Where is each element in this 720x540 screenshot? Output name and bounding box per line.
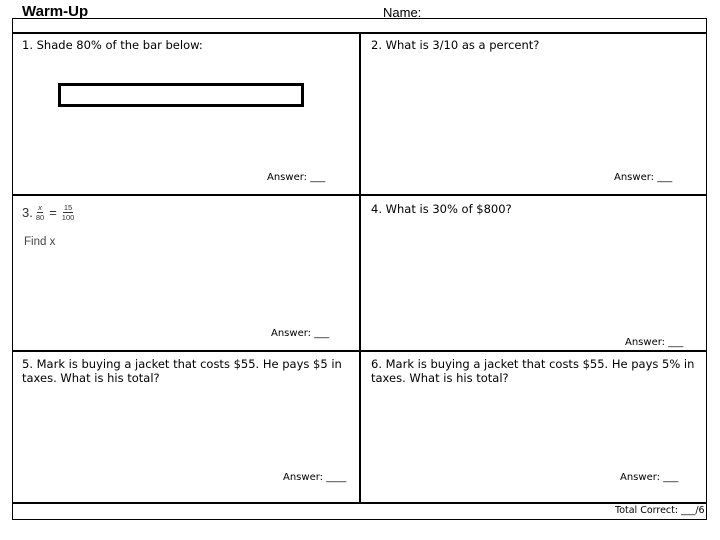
proportion-equation xyxy=(22,198,74,226)
right-numerator: 15 xyxy=(63,202,73,212)
shade-bar[interactable] xyxy=(58,83,304,107)
question-1-text: 1. Shade 80% of the bar below: xyxy=(22,38,203,52)
question-5-text: 5. Mark is buying a jacket that costs $55. He pays $5 in taxes. What is his total? xyxy=(22,357,342,385)
question-4-text: 4. What is 30% of $800? xyxy=(371,202,512,216)
question-3-answer[interactable]: Answer: ___ xyxy=(271,328,330,339)
left-fraction xyxy=(36,203,44,222)
question-6-text: 6. Mark is buying a jacket that costs $55. He pays 5% in taxes. What is his total? xyxy=(371,357,695,385)
footer-divider xyxy=(12,502,707,504)
question-3-number: 3. xyxy=(22,204,33,220)
right-denominator: 100 xyxy=(61,212,75,222)
right-fraction xyxy=(62,203,75,222)
question-1-answer[interactable]: Answer: ___ xyxy=(267,172,326,183)
column-divider xyxy=(359,34,361,504)
question-5-answer[interactable]: Answer: ____ xyxy=(283,472,347,483)
equals-sign: = xyxy=(49,204,57,220)
total-correct: Total Correct: ___/6 xyxy=(615,505,705,516)
question-2-text: 2. What is 3/10 as a percent? xyxy=(371,38,540,52)
question-4-answer[interactable]: Answer: ___ xyxy=(625,337,684,348)
row-divider-1 xyxy=(12,194,707,196)
question-3-instruction: Find x xyxy=(24,236,56,248)
name-strip xyxy=(12,18,707,34)
question-2-answer[interactable]: Answer: ___ xyxy=(614,172,673,183)
shade-bar-fill xyxy=(61,86,253,104)
left-denominator: 80 xyxy=(35,212,45,222)
left-numerator: x xyxy=(38,202,42,212)
question-6-answer[interactable]: Answer: ___ xyxy=(620,472,679,483)
row-divider-2 xyxy=(12,350,707,352)
name-label: Name: xyxy=(383,5,422,20)
worksheet-title: Warm-Up xyxy=(22,3,89,20)
